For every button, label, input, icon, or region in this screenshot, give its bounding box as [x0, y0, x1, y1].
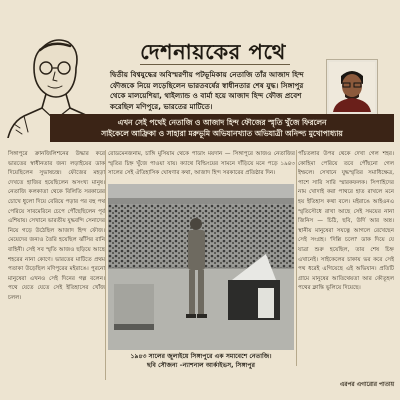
- banner-line-2: সাইকেলে আফ্রিকা ও সাহারা মরুভূমি অভিযানখ্যাত অভিযাত্রী অনিন্দ্য মুখোপাধ্যায়: [101, 129, 343, 138]
- body-text-right: পাঁচতলার উপর থেকে দেখা গেল শহর। কোহিমা পেরিয়ে তবে পৌঁছনো গেল ইম্ফলে। সেখানে যুদ্ধস্মৃতির সমাধিক্ষেত্র, পাশে সারি সারি স্মারকফলক। সিপাহিদের নাম খোদাই করা পাথরে হাত রাখলে মনে হয় ইতিহাস কথা বলে। মইরাঙে আইএনএ স্মৃতিসৌধে রাখা আছে সেই সময়ের নানা জিনিস — চিঠি, ছবি, উর্দি আর অস্ত্র। স্থানীয় মানুষেরা সযত্নে আগলে রেখেছেন সেই সংগ্রহ। 'দিল্লি চলো' ডাক দিয়ে যে যাত্রা শুরু হয়েছিল, তার শেষ চিহ্ন এখানেই। সাইকেলের চাকায় ভর করে সেই পথ ধরেই এগিয়েছে এই অভিযান। প্রতিটি গ্রামে মানুষের আতিথেয়তা আর কৌতূহল পথের ক্লান্তি ভুলিয়ে দিয়েছে।: [298, 151, 394, 292]
- body-column-right: [298, 150, 394, 366]
- body-column-left: [8, 150, 105, 380]
- subheadline-banner: [50, 114, 394, 142]
- photo-credit: ছবি সৌজন্য –ন্যাশনাল আর্কাইভস, সিঙ্গাপুর: [146, 362, 256, 370]
- body-text-middle: রোডমেনজনাম, চাঙ্গি মুসিয়াম থেকে পাডাং ময়দান — সিঙ্গাপুরে আজও নেতাজির স্মৃতির চিহ্ন খুঁজে পাওয়া যায়। ক্যাথে বিল্ডিংয়ের সামনে দাঁড়িয়ে মনে পড়ে ১৯৪৩ সালের সেই ঐতিহাসিক ঘোষণার কথা, আজাদ হিন্দ সরকারের প্রতিষ্ঠার দিন।: [108, 151, 295, 177]
- body-text-left: সিঙ্গাপুরে ক্রানজিলিশনের উদ্ধার করে ভারতের স্বাধীনতার জন্য লড়াইয়ের ডাক দিয়েছিলেন সুভাষচন্দ্র। ফৌজের মহড়া দেখতে হাজির হয়েছিলেন অসংখ্য মানুষ। নেতাজি কলকাতা থেকে বিলিতি সরকারের চোখে ধুলো দিয়ে বেরিয়ে পড়ার পর বহু পথ পেরিয়ে সাবমেরিনে চেপে পৌঁছেছিলেন পূর্ব এশিয়ায়। সেখানে ভারতীয় যুদ্ধবন্দি সেনাদের নিয়ে গড়ে উঠেছিল আজাদ হিন্দ ফৌজ। মেয়েদের জন্যও তৈরি হয়েছিল ঝাঁসির রানি বাহিনী। সেই সব স্মৃতি আজও ছড়িয়ে আছে শহরের নানা কোণে। ভারতের মাটিতে প্রথম পতাকা উড়েছিল মণিপুরের মইরাঙে। পুরনো মানুষেরা এখনও সেই দিনের গল্প বলেন। পথে যেতে যেতে সেই ইতিহাসের খোঁজ চলল।: [8, 151, 105, 301]
- page-title: দেশনায়কের পথে: [140, 40, 286, 64]
- column-divider: [296, 150, 297, 366]
- continued-on-page-note: এরপর এগারোর পাতায়: [339, 382, 394, 388]
- author-photo: [327, 60, 377, 114]
- title-underline: [140, 64, 290, 65]
- caption-text: ১৯৪৩ সালের জুলাইয়ে সিঙ্গাপুরে এক সমাবেশে নেতাজি।: [130, 353, 272, 360]
- column-divider: [105, 150, 106, 380]
- body-column-middle: [108, 150, 295, 180]
- historic-rally-photo: [108, 184, 294, 350]
- intro-text: দ্বিতীয় বিশ্বযুদ্ধের অবিস্মরণীয় পটভূমিকায় নেতাজি তাঁর আজাদ হিন্দ ফৌজকে নিয়ে লড়েছিলেন ভারতবর্ষের স্বাধীনতার শেষ যুদ্ধ। সিঙ্গাপুর থেকে মালয়েশিয়া, থাইল্যান্ড ও বার্মা হয়ে আজাদ হিন্দ ফৌজ প্রবেশ করেছিল মণিপুরে, ভারতের মাটিতে।: [110, 70, 304, 111]
- intro-paragraph: [110, 70, 316, 112]
- banner-line-1: এখন সেই পথেই নেতাজি ও আজাদ হিন্দ ফৌজের স্মৃতি খুঁজে ফিরলেন: [117, 118, 327, 127]
- photo-caption: [108, 352, 294, 371]
